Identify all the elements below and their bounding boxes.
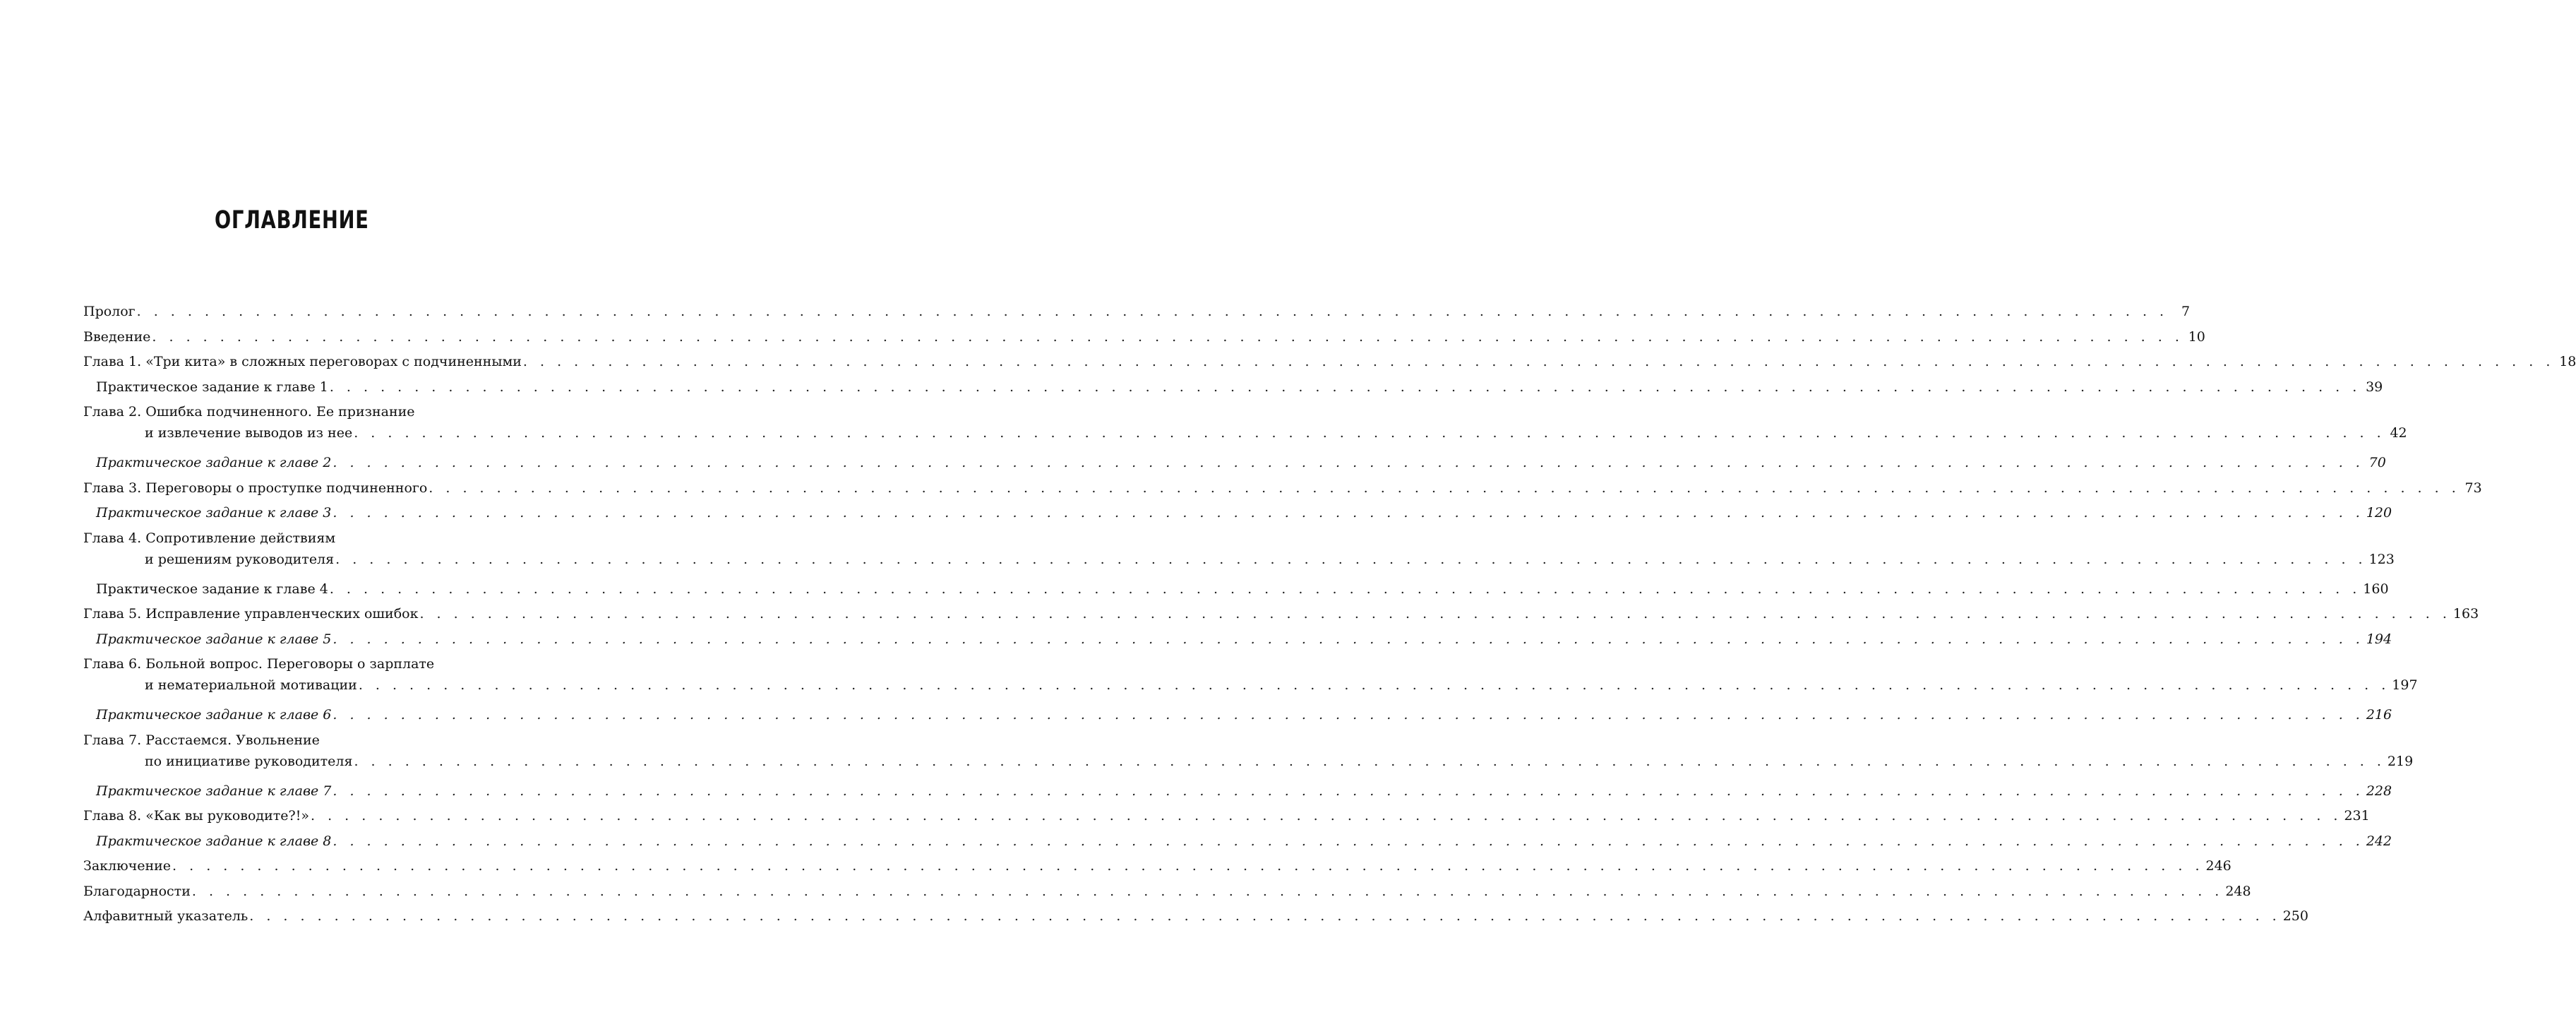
- toc-entry-label-continued: по инициативе руководителя: [145, 751, 352, 772]
- toc-entry[interactable]: [83, 325, 2205, 350]
- toc-entry[interactable]: [83, 577, 2389, 602]
- toc-entry[interactable]: [83, 501, 2392, 526]
- toc-entry-label: Практическое задание к главе 7: [96, 779, 331, 804]
- toc-entry[interactable]: [83, 602, 2479, 627]
- toc-entry[interactable]: [83, 703, 2392, 728]
- toc-page-number: 39: [2366, 379, 2383, 395]
- toc-page-number: 216: [2366, 707, 2392, 723]
- dot-leader: . . . . . . . . . . . . . . . . . . . . . . . . . . . . . . . . . . . . . . . . . . . . . . . . . . . . . . . . . . . . . . . . . . . . . . . . . . . . . . . . . . . . . . . . . . . . . . . . . . . . . . . . . . . . . . . . . . . . . . . .: [354, 425, 2385, 441]
- toc-entry-label: Глава 2. Ошибка подчиненного. Ее признание: [83, 404, 415, 420]
- toc-entry-label-continued: и извлечение выводов из нее: [145, 422, 352, 444]
- toc-page-number: 18: [2559, 354, 2576, 369]
- dot-leader: . . . . . . . . . . . . . . . . . . . . . . . . . . . . . . . . . . . . . . . . . . . . . . . . . . . . . . . . . . . . . . . . . . . . . . . . . . . . . . . . . . . . . . . . . . . . . . . . . . . . . . . . . . . . . . . . . . . . . . . .: [172, 858, 2204, 874]
- dot-leader: . . . . . . . . . . . . . . . . . . . . . . . . . . . . . . . . . . . . . . . . . . . . . . . . . . . . . . . . . . . . . . . . . . . . . . . . . . . . . . . . . . . . . . . . . . . . . . . . . . . . . . . . . . . . . . . . . . . . . . . .: [333, 505, 2364, 521]
- toc-entry-label-continued: и решениям руководителя: [145, 549, 334, 570]
- toc-entry-label: Пролог: [83, 299, 136, 325]
- toc-page-number: 10: [2188, 328, 2205, 345]
- toc-entry-label: Практическое задание к главе 1: [96, 375, 328, 400]
- dot-leader: . . . . . . . . . . . . . . . . . . . . . . . . . . . . . . . . . . . . . . . . . . . . . . . . . . . . . . . . . . . . . . . . . . . . . . . . . . . . . . . . . . . . . . . . . . . . . . . . . . . . . . . . . . . . . . . . . . . . . . . .: [329, 581, 2361, 597]
- toc-page-number: 7: [2181, 304, 2191, 319]
- toc-entry[interactable]: [83, 299, 2191, 325]
- toc-entry[interactable]: [83, 829, 2392, 855]
- toc-entry-label: Глава 3. Переговоры о проступке подчиненного: [83, 476, 427, 501]
- toc-entry-label: Заключение: [83, 854, 171, 879]
- toc-entry[interactable]: [83, 728, 2414, 779]
- dot-leader: . . . . . . . . . . . . . . . . . . . . . . . . . . . . . . . . . . . . . . . . . . . . . . . . . . . . . . . . . . . . . . . . . . . . . . . . . . . . . . . . . . . . . . . . . . . . . . . . . . . . . . . . . . . . . . . . . . . . . . . .: [333, 707, 2364, 723]
- toc-entry[interactable]: [83, 476, 2482, 501]
- dot-leader: . . . . . . . . . . . . . . . . . . . . . . . . . . . . . . . . . . . . . . . . . . . . . . . . . . . . . . . . . . . . . . . . . . . . . . . . . . . . . . . . . . . . . . . . . . . . . . . . . . . . . . . . . . . . . . . . . . . . . . . .: [191, 883, 2224, 899]
- toc-page-number: 42: [2390, 425, 2407, 441]
- dot-leader: . . . . . . . . . . . . . . . . . . . . . . . . . . . . . . . . . . . . . . . . . . . . . . . . . . . . . . . . . . . . . . . . . . . . . . . . . . . . . . . . . . . . . . . . . . . . . . . . . . . . . . . . . . . . . . . . . . . . . . . .: [429, 480, 2460, 496]
- toc-entry-label: Глава 8. «Как вы руководите?!»: [83, 804, 309, 829]
- toc-entry-label: Глава 6. Больной вопрос. Переговоры о зарплате: [83, 656, 435, 672]
- toc-entry[interactable]: [83, 627, 2392, 653]
- toc-entry-label: Практическое задание к главе 5: [96, 627, 331, 653]
- dot-leader: . . . . . . . . . . . . . . . . . . . . . . . . . . . . . . . . . . . . . . . . . . . . . . . . . . . . . . . . . . . . . . . . . . . . . . . . . . . . . . . . . . . . . . . . . . . . . . . . . . . . . . . . . . . . . . . . . . . . . . . .: [354, 753, 2385, 769]
- toc-entry[interactable]: [83, 451, 2386, 476]
- toc-entry[interactable]: [83, 779, 2392, 804]
- table-of-contents: [83, 299, 2576, 929]
- dot-leader: . . . . . . . . . . . . . . . . . . . . . . . . . . . . . . . . . . . . . . . . . . . . . . . . . . . . . . . . . . . . . . . . . . . . . . . . . . . . . . . . . . . . . . . . . . . . . . . . . . . . . . . . . . . . . . . . . . . . . . . .: [329, 379, 2361, 395]
- toc-page-number: 231: [2344, 808, 2370, 824]
- toc-entry-label: Введение: [83, 325, 150, 350]
- toc-page-number: 250: [2282, 908, 2308, 924]
- dot-leader: . . . . . . . . . . . . . . . . . . . . . . . . . . . . . . . . . . . . . . . . . . . . . . . . . . . . . . . . . . . . . . . . . . . . . . . . . . . . . . . . . . . . . . . . . . . . . . . . . . . . . . . . . . . . . . . . . . . . . . . .: [333, 783, 2364, 799]
- toc-entry-label: Глава 4. Сопротивление действиям: [83, 530, 336, 546]
- dot-leader: . . . . . . . . . . . . . . . . . . . . . . . . . . . . . . . . . . . . . . . . . . . . . . . . . . . . . . . . . . . . . . . . . . . . . . . . . . . . . . . . . . . . . . . . . . . . . . . . . . . . . . . . . . . . . . . . . . . . . . . .: [152, 328, 2183, 345]
- toc-entry-label: Благодарности: [83, 879, 191, 905]
- toc-entry[interactable]: [83, 350, 2576, 375]
- toc-entry[interactable]: [83, 375, 2383, 400]
- dot-leader: . . . . . . . . . . . . . . . . . . . . . . . . . . . . . . . . . . . . . . . . . . . . . . . . . . . . . . . . . . . . . . . . . . . . . . . . . . . . . . . . . . . . . . . . . . . . . . . . . . . . . . . . . . . . . . . . . . . . . . . .: [249, 908, 2281, 924]
- toc-entry-label: Практическое задание к главе 8: [96, 829, 331, 855]
- toc-entry-label: Глава 1. «Три кита» в сложных переговорах с подчиненными: [83, 350, 522, 375]
- toc-page-number: 120: [2366, 505, 2392, 521]
- toc-entry-label: Практическое задание к главе 6: [96, 703, 331, 728]
- page-title: ОГЛАВЛЕНИЕ: [215, 206, 369, 234]
- dot-leader: . . . . . . . . . . . . . . . . . . . . . . . . . . . . . . . . . . . . . . . . . . . . . . . . . . . . . . . . . . . . . . . . . . . . . . . . . . . . . . . . . . . . . . . . . . . . . . . . . . . . . . . . . . . . . . . . . . . . . . . .: [522, 354, 2555, 369]
- toc-entry-label: Глава 7. Расстаемся. Увольнение: [83, 732, 320, 748]
- toc-entry-label: Практическое задание к главе 2: [96, 451, 331, 476]
- toc-page-number: 248: [2225, 883, 2251, 899]
- toc-page-number: 163: [2452, 606, 2479, 622]
- toc-page-number: 219: [2387, 753, 2414, 769]
- toc-page-number: 194: [2366, 631, 2392, 647]
- toc-page-number: 160: [2363, 581, 2389, 597]
- dot-leader: . . . . . . . . . . . . . . . . . . . . . . . . . . . . . . . . . . . . . . . . . . . . . . . . . . . . . . . . . . . . . . . . . . . . . . . . . . . . . . . . . . . . . . . . . . . . . . . . . . . . . . . . . . . . . . . . . . . . . . . .: [333, 455, 2364, 470]
- dot-leader: . . . . . . . . . . . . . . . . . . . . . . . . . . . . . . . . . . . . . . . . . . . . . . . . . . . . . . . . . . . . . . . . . . . . . . . . . . . . . . . . . . . . . . . . . . . . . . . . . . . . . . . . . . . . . . . . . . . . . . . .: [335, 551, 2367, 567]
- dot-leader: . . . . . . . . . . . . . . . . . . . . . . . . . . . . . . . . . . . . . . . . . . . . . . . . . . . . . . . . . . . . . . . . . . . . . . . . . . . . . . . . . . . . . . . . . . . . . . . . . . . . . . . . . . . . . . . . . . . . . . . .: [333, 833, 2364, 849]
- dot-leader: . . . . . . . . . . . . . . . . . . . . . . . . . . . . . . . . . . . . . . . . . . . . . . . . . . . . . . . . . . . . . . . . . . . . . . . . . . . . . . . . . . . . . . . . . . . . . . . . . . . . . . . . . . . . . . . . . . . . . . . .: [419, 606, 2451, 622]
- dot-leader: . . . . . . . . . . . . . . . . . . . . . . . . . . . . . . . . . . . . . . . . . . . . . . . . . . . . . . . . . . . . . . . . . . . . . . . . . . . . . . . . . . . . . . . . . . . . . . . . . . . . . . . . . . . . . . . . . . . . . . . .: [358, 677, 2390, 693]
- toc-page-number: 228: [2366, 783, 2392, 799]
- toc-entry[interactable]: [83, 904, 2308, 929]
- dot-leader: . . . . . . . . . . . . . . . . . . . . . . . . . . . . . . . . . . . . . . . . . . . . . . . . . . . . . . . . . . . . . . . . . . . . . . . . . . . . . . . . . . . . . . . . . . . . . . . . . . . . . . . . . . . . . . . . . . . . . . . .: [311, 808, 2342, 824]
- toc-entry[interactable]: [83, 526, 2395, 577]
- toc-page-number: 73: [2464, 480, 2482, 496]
- dot-leader: . . . . . . . . . . . . . . . . . . . . . . . . . . . . . . . . . . . . . . . . . . . . . . . . . . . . . . . . . . . . . . . . . . . . . . . . . . . . . . . . . . . . . . . . . . . . . . . . . . . . . . . . . . . . . . . . . . . . . . . .: [333, 631, 2364, 647]
- toc-entry-label: Практическое задание к главе 4: [96, 577, 328, 602]
- toc-page-number: 123: [2368, 551, 2395, 567]
- toc-entry[interactable]: [83, 652, 2418, 703]
- toc-page-number: 242: [2366, 833, 2392, 849]
- toc-entry[interactable]: [83, 400, 2407, 451]
- toc-entry-label: Алфавитный указатель: [83, 904, 248, 929]
- dot-leader: . . . . . . . . . . . . . . . . . . . . . . . . . . . . . . . . . . . . . . . . . . . . . . . . . . . . . . . . . . . . . . . . . . . . . . . . . . . . . . . . . . . . . . . . . . . . . . . . . . . . . . . . . . . . . . . . . . . . . . . .: [136, 304, 2169, 319]
- toc-entry[interactable]: [83, 854, 2231, 879]
- toc-entry[interactable]: [83, 879, 2251, 905]
- toc-page-number: 197: [2392, 677, 2418, 693]
- toc-entry-label: Практическое задание к главе 3: [96, 501, 331, 526]
- toc-entry-label: Глава 5. Исправление управленческих ошибок: [83, 602, 418, 627]
- toc-page-number: 70: [2368, 455, 2386, 470]
- toc-entry[interactable]: [83, 804, 2370, 829]
- toc-entry-label-continued: и нематериальной мотивации: [145, 675, 357, 696]
- toc-page-number: 246: [2205, 858, 2231, 874]
